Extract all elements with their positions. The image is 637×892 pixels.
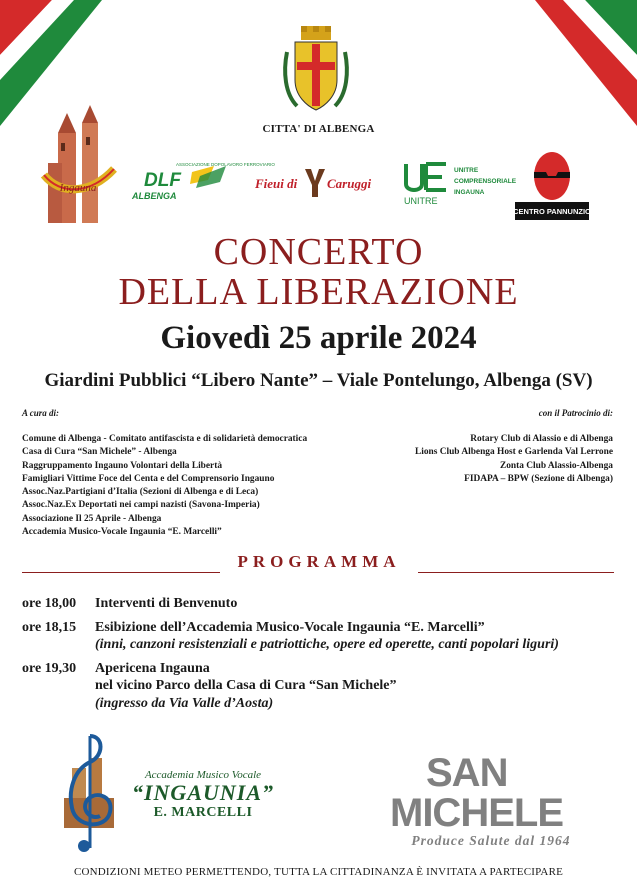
sponsor-item: Rotary Club di Alassio e di Albenga (470, 434, 613, 444)
sponsor-item: Zonta Club Alassio-Albenga (499, 460, 613, 471)
organizer-item: Comune di Albenga - Comitato antifascista e di solidarietà democratica (22, 434, 308, 444)
unitre-line2: COMPRENSORIALE (454, 178, 517, 185)
sanmichele-line1: SAN (426, 751, 508, 795)
program-note: (ingresso da Via Valle d’Aosta) (95, 695, 274, 711)
sanmichele-line2: MICHELE (390, 791, 563, 835)
programma-divider-right (418, 572, 614, 573)
accademia-line3: E. MARCELLI (153, 805, 253, 820)
organizer-item: Famigliari Vittime Foce del Centa e del Comprensorio Ingauno (22, 473, 275, 484)
sponsors-label: con il Patrocinio di: (538, 408, 613, 418)
event-date: Giovedì 25 aprile 2024 (160, 320, 477, 356)
unitre-bottom: UNITRE (404, 196, 438, 206)
ingauna-towers-logo (30, 103, 126, 235)
organizer-item: Casa di Cura “San Michele” - Albenga (22, 447, 177, 458)
san-michele-logo (386, 748, 596, 838)
accademia-line2: “INGAUNIA” (131, 780, 275, 805)
centro-pannunzio-logo (515, 146, 589, 220)
organizer-item: Associazione Il 25 Aprile - Albenga (22, 513, 162, 524)
dlf-assoc-text: ASSOCIAZIONE DOPOLAVORO FERROVIARIO (176, 162, 275, 167)
program-time: ore 18,15 (22, 619, 77, 635)
accademia-line1: Accademia Musico Vocale (144, 769, 262, 781)
san-michele-tagline: Produce Salute dal 1964 (411, 833, 571, 848)
program-title: Esibizione dell’Accademia Musico-Vocale Ingaunia “E. Marcelli” (95, 619, 485, 635)
dlf-sub-text: ALBENGA (132, 191, 177, 201)
programma-heading: PROGRAMMA (237, 552, 401, 571)
albenga-crest-icon (279, 22, 353, 118)
program-title: Apericena Ingauna (95, 660, 210, 676)
program-item (22, 595, 622, 613)
organizers-list (22, 433, 392, 539)
event-title-line1: CONCERTO (213, 231, 424, 273)
programma-divider-left (22, 572, 220, 573)
program-item (22, 660, 622, 713)
caruggi-text: Caruggi (327, 176, 372, 191)
sponsor-item: Lions Club Albenga Host e Garlenda Val Lerrone (414, 447, 613, 458)
event-title-line2: DELLA LIBERAZIONE (118, 271, 519, 313)
dlf-text: DLF (144, 170, 181, 191)
organizer-item: Assoc.Naz.Ex Deportati nei campi nazisti (Savona-Imperia) (22, 500, 260, 511)
pannunzio-text: CENTRO PANNUNZIO (513, 207, 591, 216)
fieui-text: Fieui di (255, 176, 298, 191)
unitre-logo (402, 160, 517, 206)
organizer-item: Assoc.Naz.Partigiani d’Italia (Sezioni di Albenga e di Leca) (22, 487, 259, 498)
ingauna-logo-text: Ingauna (59, 182, 97, 194)
organizer-item: Raggruppamento Ingauno Volontari della Libertà (22, 460, 223, 471)
organizers-label: A cura di: (22, 408, 60, 418)
accademia-treble-clef-logo (50, 728, 130, 854)
accademia-name (130, 769, 276, 821)
fieui-di-caruggi-logo (255, 163, 385, 201)
organizer-item: Accademia Musico-Vocale Ingaunia “E. Marcelli” (22, 527, 222, 538)
program-note: (inni, canzoni resistenziali e patriottiche, opere ed operette, canti popolari liguri) (95, 637, 559, 652)
footer-notice: CONDIZIONI METEO PERMETTENDO, TUTTA LA CITTADINANZA È INVITATA A PARTECIPARE (73, 866, 564, 878)
unitre-line3: INGAUNA (454, 189, 485, 196)
dlf-albenga-logo (130, 158, 275, 204)
sponsor-item: FIDAPA – BPW (Sezione di Albenga) (464, 473, 613, 484)
program-item (22, 619, 622, 654)
unitre-line1: UNITRE (454, 167, 479, 174)
program-time: ore 18,00 (22, 596, 77, 611)
program-title: Interventi di Benvenuto (95, 596, 238, 611)
sponsors-list (343, 433, 613, 486)
event-venue: Giardini Pubblici “Libero Nante” – Viale Pontelungo, Albenga (SV) (44, 370, 593, 391)
program-list (22, 595, 622, 718)
tricolor-corner-right (527, 0, 637, 130)
program-time: ore 19,30 (22, 660, 77, 676)
city-name: CITTA' DI ALBENGA (262, 123, 375, 135)
program-subtitle: nel vicino Parco della Casa di Cura “San Michele” (95, 678, 397, 693)
